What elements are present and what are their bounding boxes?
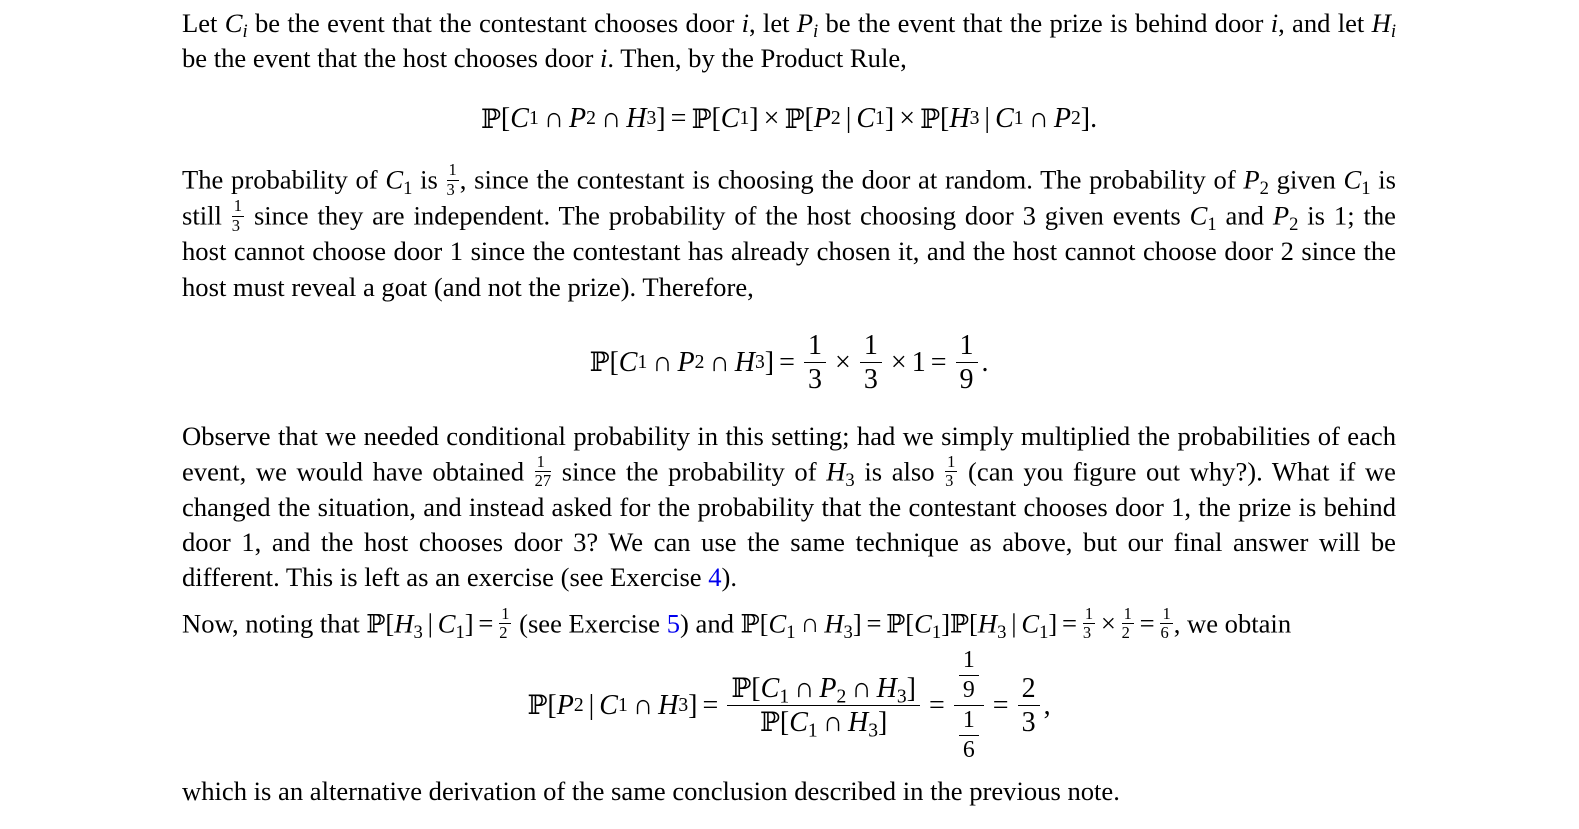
equation-product-rule: ℙ [ C 1 ∩ P 2 ∩ H 3 ] = ℙ [ C 1 ] × ℙ [ P 2 | C 1 ] × ℙ [ H 3 | C 1 ∩ P 2 ] .: [480, 103, 1098, 135]
fraction-one-sixth: $\frac{1}{6}$: [1160, 603, 1171, 643]
paragraph-probabilities: The probability of $C_1$ is $\frac{1}{3}$ , since the contestant is choosing the door at random. The probability of $P_2$ given $C_1$ is still $\frac{1}{3}$ since they are independent. The probability of the host choosing door 3 given events $C_1$ and $P_2$ is 1; the host cannot choose door 1 since the contestant has already chosen it, and the host cannot choose door 2 since the host must reveal a goat (and not the prize). Therefore,: [182, 160, 1396, 302]
fraction-one-third: $\frac{1}{3}$: [1082, 603, 1094, 643]
fraction-one-third: $\frac{1}{3}$: [446, 160, 457, 199]
fraction-one-third: $\frac{1}{3}$: [860, 331, 882, 395]
equation-product-value: ℙ [ C 1 ∩ P 2 ∩ H 3 ] = $\frac{1}{3}$ × $\frac{1}{3}$ × 1 = $\frac{1}{9}$ .: [589, 329, 989, 396]
exercise-5-link[interactable]: 5: [666, 608, 681, 639]
fraction-conditional-ratio: $\frac{ℙ[C_1 \cap P_2 \cap H_3]}{ℙ[C_1 \cap H_3]}$: [727, 674, 920, 738]
paragraph-noting: Now, noting that $ℙ[H_3$ | $C_1$] = $\frac{1}{2}$ (see Exercise 5) and $ℙ[C_1$ ∩ $H_3$] = $ℙ[C_1]ℙ[H_3$ | $C_1$] = $\frac{1}{3}$ × $\frac{1}{2}$ = $\frac{1}{6}$ , we obtain: [182, 603, 1292, 643]
paragraph-conclusion: which is an alternative derivation of the same conclusion described in the previous note.: [182, 775, 1120, 806]
fraction-one-ninth: $\frac{1}{9}$: [956, 331, 978, 395]
fraction-one-third: $\frac{1}{3}$: [231, 196, 243, 235]
fraction-one-half: $\frac{1}{2}$: [1121, 603, 1132, 643]
fraction-two-thirds: $\frac{2}{3}$: [1018, 674, 1040, 738]
paragraph-intro: Let $C_i$ be the event that the contestant chooses door i, let $P_i$ be the event that the prize is behind door i, and let $H_i$ be the event that the host chooses door i. Then, by the Product Rule,: [182, 8, 1396, 74]
fraction-one-twentyseventh: $\frac{1}{27}$: [534, 451, 552, 491]
equation-conditional: ℙ [ P 2 | C 1 ∩ H 3 ] = $\frac{ℙ[C_1 \cap P_2 \cap H_3]}{ℙ[C_1 \cap H_3]}$ = $\frac{\frac{1}{9}}{\frac{1}{6}}$ = $\frac{2}{3}$ ,: [527, 647, 1051, 763]
paragraph-observation: Observe that we needed conditional probability in this setting; had we simply multiplied the probabilities of each event, we would have obtained $\frac{1}{27}$ since the probability of $H_3$ is also $\frac{1}{3}$ (can you figure out why?). What if we changed the situation, and instead asked for the probability that the contestant chooses door 1, the prize is behind door 1, and the host chooses door 3? We can use the same technique as above, but our final answer will be different. This is left as an exercise (see Exercise 4).: [182, 420, 1396, 593]
fraction-compound: $\frac{\frac{1}{9}}{\frac{1}{6}}$: [954, 648, 984, 763]
fraction-one-third: $\frac{1}{3}$: [945, 451, 956, 491]
exercise-4-link[interactable]: 4: [708, 562, 722, 593]
document-page: [182, 6, 1396, 809]
fraction-one-half: $\frac{1}{2}$: [499, 603, 510, 643]
fraction-one-third: $\frac{1}{3}$: [804, 331, 826, 395]
